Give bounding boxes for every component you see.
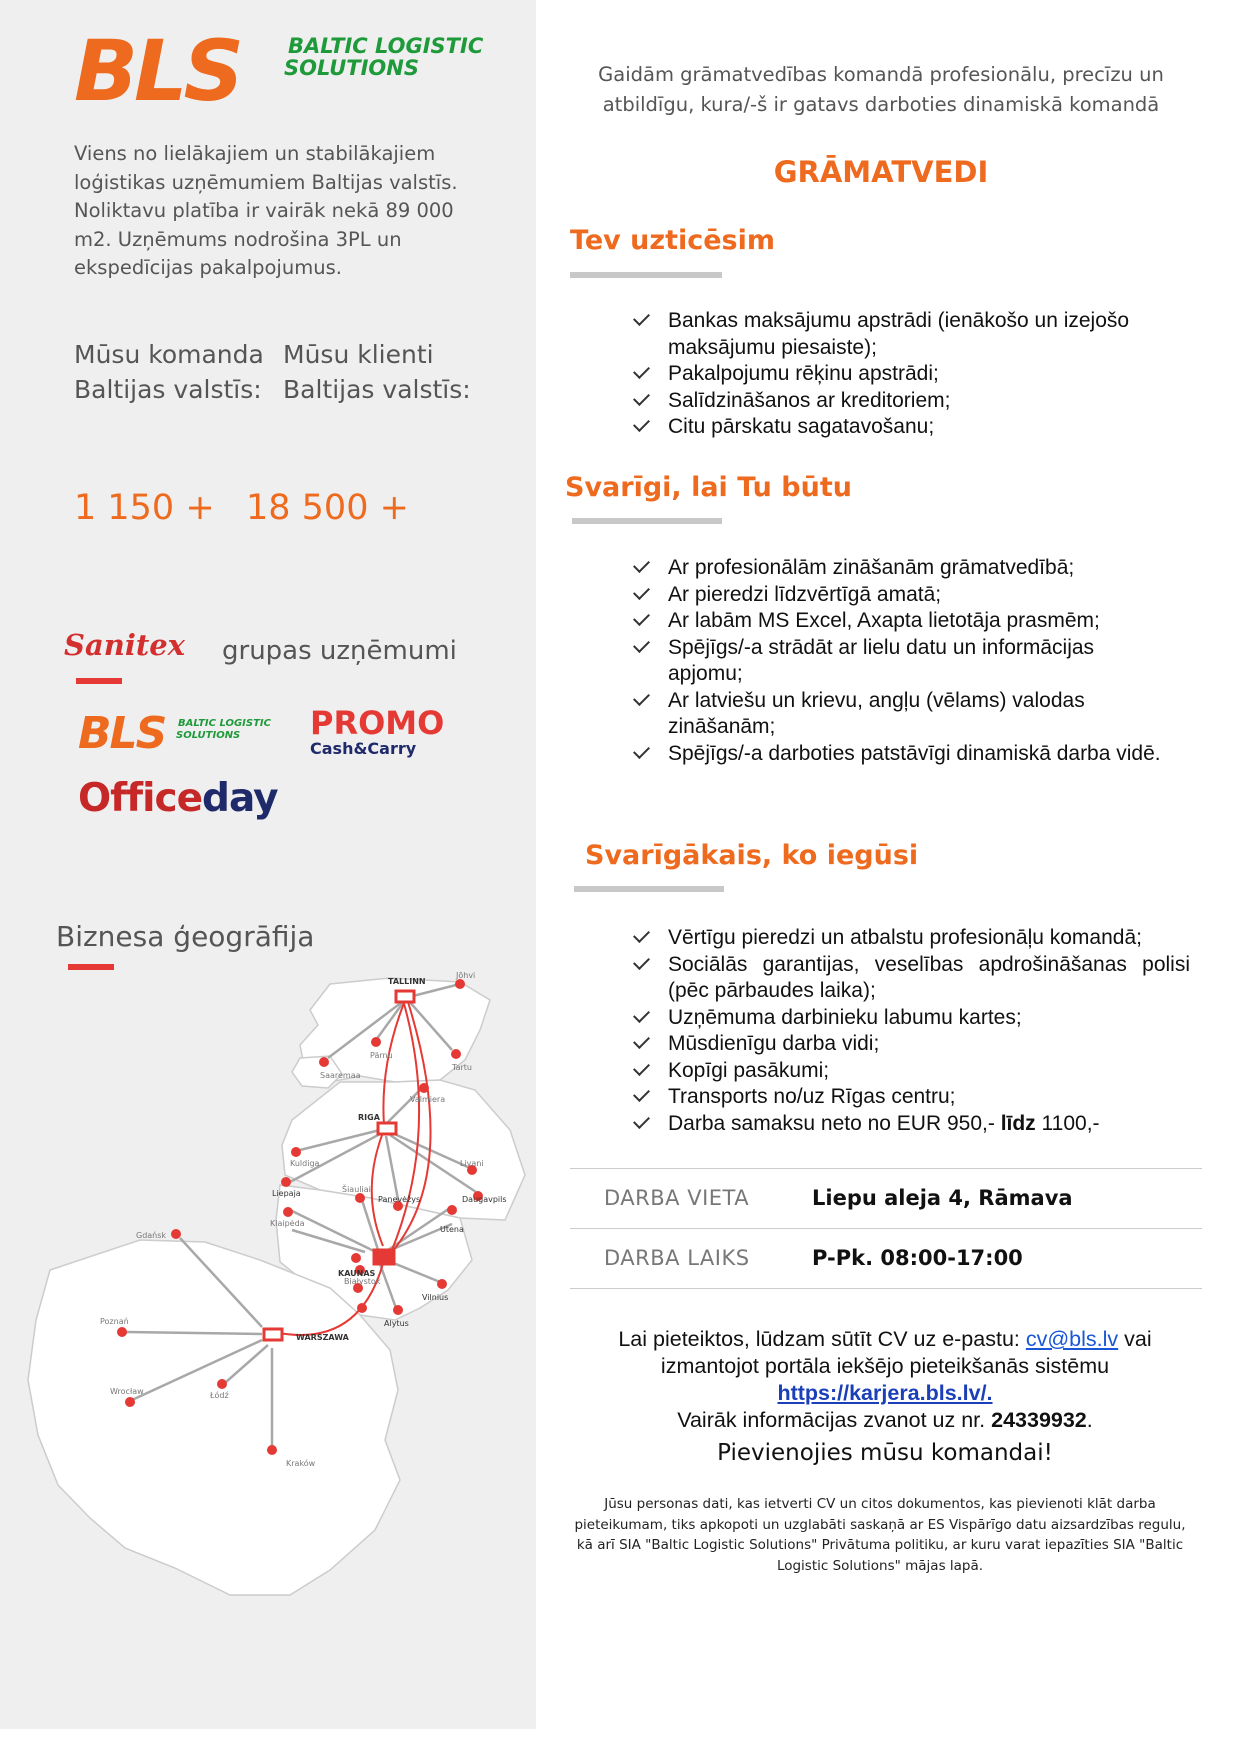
section-underline-requirements [572, 518, 722, 524]
hub-kaunas [374, 1250, 394, 1264]
stat-clients-label-line2: Baltijas valstīs: [283, 375, 471, 404]
benefits-list [630, 925, 1190, 1137]
hub-tallinn [396, 991, 414, 1002]
map-label-kuldiga: Kuldiga [290, 1159, 320, 1168]
map-label-bialystok: Białystok [344, 1277, 381, 1286]
bls-logo [74, 22, 494, 120]
map-label-utena: Utena [440, 1225, 464, 1234]
bls-small-logo-letters: BLS [78, 708, 166, 759]
map-label-warszawa: WARSZAWA [296, 1333, 349, 1342]
map-label-tartu: Tartu [452, 1063, 472, 1072]
map-label-gdansk: Gdańsk [136, 1231, 167, 1240]
map-label-livani: Livani [460, 1159, 484, 1168]
apply-line1 [560, 1326, 1210, 1353]
map-label-klaipeda: Klaipėda [270, 1219, 305, 1228]
list-item: Sociālās garantijas, veselības apdrošināšanas polisi (pēc pārbaudes laika); [630, 952, 1190, 1005]
map-label-wroclaw: Wrocław [110, 1387, 144, 1396]
apply-line1-suffix: vai [1124, 1327, 1152, 1351]
stat-team-label [74, 337, 264, 407]
list-item: Salīdzināšanos ar kreditoriem; [630, 388, 1190, 415]
apply-email-link[interactable]: cv@bls.lv [1025, 1327, 1119, 1351]
sanitex-underline [76, 678, 122, 684]
geo-title: Biznesa ģeogrāfija [56, 920, 315, 953]
list-item: Spējīgs/-a strādāt ar lielu datu un informācijas apjomu; [630, 635, 1170, 688]
hub-warszawa [264, 1329, 282, 1340]
map-countries [28, 978, 525, 1595]
map-label-vilnius: Vilnius [422, 1293, 449, 1302]
map-label-daugavpils: Daugavpils [462, 1195, 507, 1204]
map-label-valmiera: Valmiera [410, 1095, 446, 1104]
apply-line1-prefix: Lai pieteiktos, lūdzam sūtīt CV uz e-pastu: [618, 1327, 1020, 1351]
map-label-parnu: Pärnu [370, 1051, 393, 1060]
stat-clients-label [283, 337, 471, 407]
list-item: Pakalpojumu rēķinu apstrādi; [630, 361, 1190, 388]
stat-clients-value: 18 500 + [246, 488, 409, 528]
list-item: Uzņēmuma darbinieku labumu kartes; [630, 1005, 1190, 1032]
apply-block [560, 1326, 1210, 1467]
map-label-kaunas: KAUNAS [338, 1269, 376, 1278]
bls-logo-line2: SOLUTIONS [284, 56, 419, 80]
hub-riga [378, 1123, 396, 1134]
work-hours-label: DARBA LAIKS [604, 1246, 750, 1270]
list-item: Ar latviešu un krievu, angļu (vēlams) valodas zināšanām; [630, 688, 1170, 741]
officeday-logo-office: Office [78, 776, 203, 821]
salary-prefix: Darba samaksu neto no EUR 950,- [668, 1111, 995, 1135]
list-item: Spējīgs/-a darboties patstāvīgi dinamiskā darba vidē. [630, 741, 1170, 768]
list-item: Kopīgi pasākumi; [630, 1058, 1190, 1085]
requirements-list [630, 555, 1170, 767]
map-label-riga: RIGA [358, 1113, 380, 1122]
work-location-label: DARBA VIETA [604, 1186, 750, 1210]
map-label-liepaja: Liepaja [272, 1189, 301, 1198]
section-underline-benefits [574, 886, 724, 892]
work-hours-value: P-Pk. 08:00-17:00 [812, 1246, 1023, 1270]
map-label-lodz: Łódź [210, 1391, 229, 1400]
bls-small-logo [78, 708, 288, 762]
map-label-johvi: Jõhvi [456, 971, 476, 980]
list-item: Citu pārskatu sagatavošanu; [630, 414, 1190, 441]
officeday-logo [78, 776, 278, 821]
promo-logo [310, 706, 460, 766]
section-title-benefits: Svarīgākais, ko iegūsi [585, 840, 919, 871]
bls-small-logo-line2: SOLUTIONS [176, 730, 241, 741]
promo-logo-line2: Cash&Carry [310, 739, 417, 758]
section-title-requirements: Svarīgi, lai Tu būtu [565, 472, 852, 503]
section-title-responsibilities: Tev uzticēsim [570, 225, 776, 256]
map-label-saaremaa: Saaremaa [320, 1071, 361, 1080]
job-intro: Gaidām grāmatvedības komandā profesionālu, precīzu un atbildīgu, kura/-š ir gatavs darboties dinamiskā komandā [598, 63, 1164, 116]
responsibilities-list [630, 308, 1190, 441]
map-label-siauliai: Šiauliai [342, 1185, 371, 1194]
work-location-value: Liepu aleja 4, Rāmava [812, 1186, 1073, 1210]
group-text: grupas uzņēmumi [222, 636, 457, 666]
list-item: Vērtīgu pieredzi un atbalstu profesionāļu komandā; [630, 925, 1190, 952]
list-item: Bankas maksājumu apstrādi (ienākošo un izejošo maksājumu piesaiste); [630, 308, 1190, 361]
section-underline-responsibilities [570, 272, 722, 278]
info-divider-bottom [570, 1288, 1202, 1289]
bls-small-logo-line1: BALTIC LOGISTIC [178, 718, 271, 729]
map-label-poznan: Poznań [100, 1317, 129, 1326]
stat-team-label-line1: Mūsu komanda [74, 340, 264, 369]
career-portal-link[interactable]: https://karjera.bls.lv/. [777, 1381, 993, 1405]
privacy-notice: Jūsu personas dati, kas ietverti CV un citos dokumentos, kas pievienoti klāt darba pieteikumam, tiks apkopoti un uzglabāti saskaņā ar ES Vispārīgo datu aizsardzības regulu, kā arī SIA "Baltic Logistic Solutions" Privātuma politiku, ar kuru varat iepazīties SIA "Baltic Logistic Solutions" mājas lapā. [574, 1496, 1186, 1574]
apply-phone-line [560, 1407, 1210, 1434]
company-intro: Viens no lielākajiem un stabilākajiem loģistikas uzņēmumiem Baltijas valstīs. Noliktavu platība ir vairāk nekā 89 000 m2. Uzņēmums nodrošina 3PL un ekspedīcijas pakalpojumus. [74, 142, 458, 279]
salary-bold: līdz [1000, 1111, 1036, 1135]
info-divider-middle [570, 1228, 1202, 1229]
salary-suffix: 1100,- [1041, 1111, 1100, 1135]
sanitex-logo: Sanitex [64, 628, 185, 662]
stat-team-value: 1 150 + [74, 488, 215, 528]
list-item: Ar labām MS Excel, Axapta lietotāja prasmēm; [630, 608, 1170, 635]
business-map [0, 970, 536, 1630]
apply-phone-number: 24339932 [991, 1408, 1087, 1432]
bls-logo-letters: BLS [74, 22, 241, 120]
job-title: GRĀMATVEDI [773, 155, 989, 189]
bls-logo-line1: BALTIC LOGISTIC [288, 34, 484, 58]
salary-item [630, 1111, 1190, 1138]
stat-team-label-line2: Baltijas valstīs: [74, 375, 262, 404]
map-label-alytus: Alytus [384, 1319, 409, 1328]
info-divider-top [570, 1168, 1202, 1169]
stat-clients-label-line1: Mūsu klienti [283, 340, 434, 369]
map-label-krakow: Kraków [286, 1459, 316, 1468]
list-item: Mūsdienīgu darba vidi; [630, 1031, 1190, 1058]
list-item: Ar profesionālām zināšanām grāmatvedībā; [630, 555, 1170, 582]
join-team-text: Pievienojies mūsu komandai! [717, 1440, 1053, 1466]
apply-line2: izmantojot portāla iekšējo pieteikšanās sistēmu [660, 1354, 1110, 1378]
map-label-panevezys: Panevėžys [378, 1195, 421, 1204]
officeday-logo-day: day [202, 776, 278, 821]
map-label-tallinn: TALLINN [388, 977, 426, 986]
promo-logo-line1: PROMO [310, 704, 445, 742]
list-item: Ar pieredzi līdzvērtīgā amatā; [630, 582, 1170, 609]
list-item: Transports no/uz Rīgas centru; [630, 1084, 1190, 1111]
apply-phone-suffix: . [1086, 1408, 1093, 1432]
apply-phone-prefix: Vairāk informācijas zvanot uz nr. [677, 1408, 986, 1432]
